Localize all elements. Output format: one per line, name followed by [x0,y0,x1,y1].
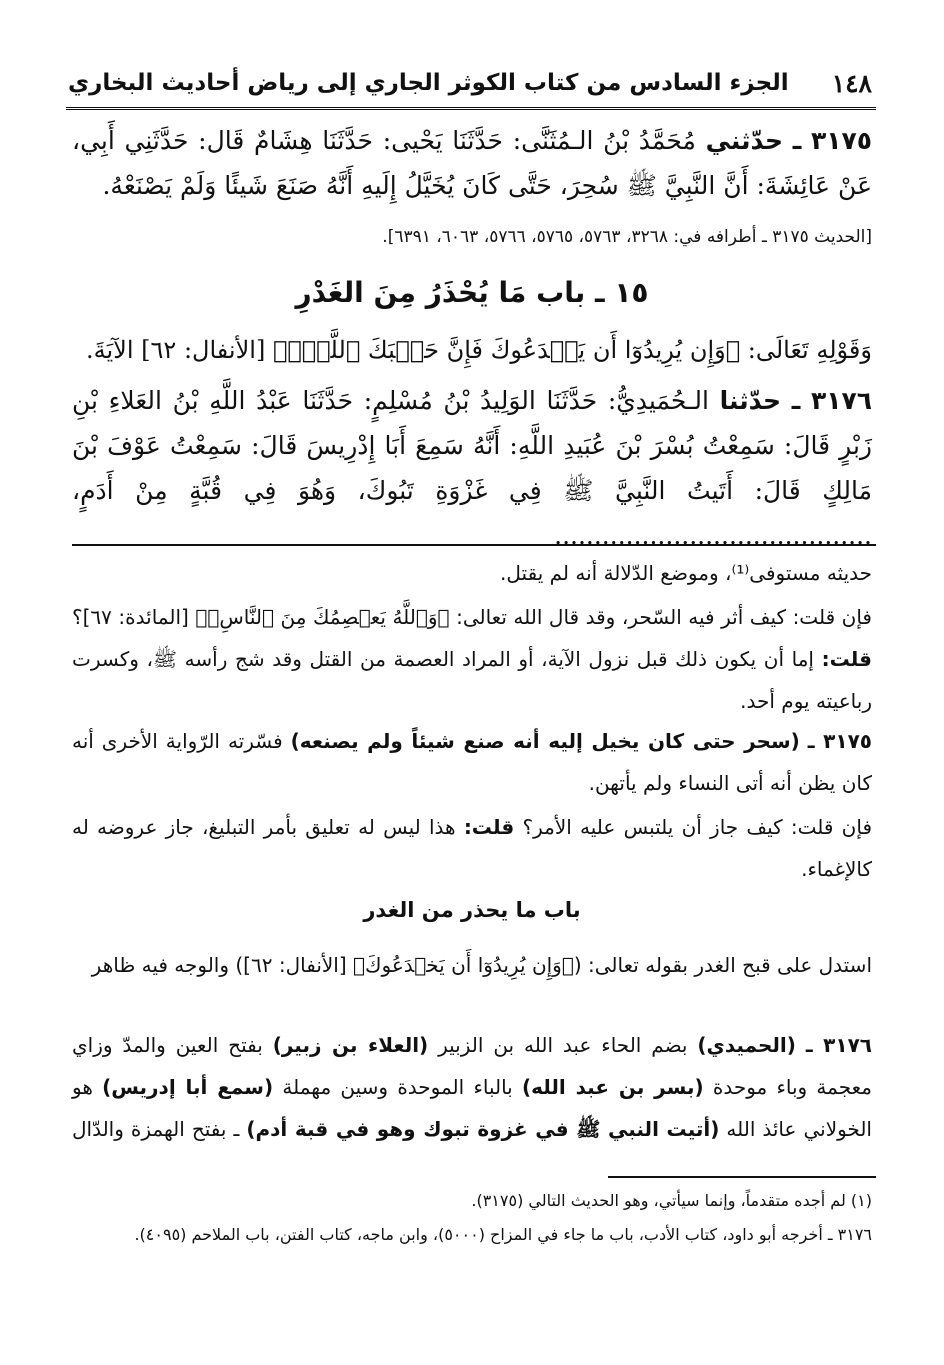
quoted-phrase: (بسر بن عبد الله) [521,1075,704,1099]
explanation-text: بضم الحاء عبد الله بن الزبير [438,1033,688,1057]
hadith-number: ٣١٧٥ [810,126,873,155]
answer-label: قلت: [463,815,515,839]
footnote-2: ٣١٧٦ ـ أخرجه أبو داود، كتاب الأدب، باب ما جاء في المزاح (٥٠٠٠)، وابن ماجه، كتاب الفتن، باب الملاحم (٤٠٩٥). [134,1225,872,1244]
commentary-p5: استدل على قبح الغدر بقوله تعالى: (﴿وَإِن يُرِيدُوٓا أَن يَخۡدَعُوكَ﴾ [الأنفال: ٦٢]) والوجه فيه ظاهر [91,953,872,977]
hadith-text: الـحُمَيدِيُّ: حَدَّثَنَا الوَلِيدُ بْنُ مُسْلِمٍ: حَدَّثَنَا عَبْدُ اللَّهِ بْنُ العَلاءِ بْنِ زَبْرٍ قَالَ: سَمِعْتُ بُسْرَ بْنَ عُبَيدِ اللَّهِ: أَنَّهُ سَمِعَ أَبَا إِدْرِيسَ قَالَ: سَمِعْتُ عَوْفَ بْنَ مَالِكٍ قَالَ: أَتَيتُ النَّبِيَّ ﷺ فِي غَزْوَةِ تَبُوكَ، وَهُوَ فِي قُبَّةٍ مِنْ أَدَمٍ، [72,386,872,505]
quoted-phrase: (سمع أبا إدريس) [102,1075,274,1099]
commentary-chapter-title: باب ما يحذر من الغدر [363,898,581,922]
footnote-1: (١) لم أجده متقدماً، وإنما سيأتي، وهو الحديث التالي (٣١٧٥). [471,1191,872,1210]
hadith-dash: ـ [791,386,801,415]
page-header [68,60,872,106]
commentary-p6 [72,1024,872,1192]
hadith-number: ٣١٧٦ [810,386,872,415]
explanation-text: بفتح العين والمدّ وزاي معجمة وباء موحدة [72,1033,872,1099]
running-title: الجزء السادس من كتاب الكوثر الجاري إلى رياض أحاديث البخاري [68,70,789,96]
hadith-ref-number: ٣١٧٥ ـ [807,729,872,753]
hadith-3175 [72,118,872,208]
narrator-intro: حدّثنا [719,386,782,415]
hadith-ref-number: ٣١٧٦ ـ [805,1033,872,1057]
explanation-text: فسّرته الرّواية الأخرى أنه كان يظن أنه أتى النساء ولم يأتهن. [72,729,872,795]
question-text: فإن قلت: كيف أثر فيه السّحر، وقد قال الله تعالى: ﴿وَٱللَّهُ يَعۡصِمُكَ مِنَ ٱلنَّاسِۗ﴾ [المائدة: ٦٧]؟ [72,605,872,629]
header-rule [66,107,876,110]
commentary-p4 [72,806,872,890]
quoted-phrase: (العلاء بن زبير) [272,1033,429,1057]
quoted-phrase: (سحر حتى كان يخيل إليه أنه صنع شيئاً ولم يصنعه) [290,729,800,753]
commentary-p3 [72,720,872,804]
explanation-text: ـ بفتح الهمزة والدّال ـ [72,1117,872,1183]
chapter-title: ١٥ ـ باب مَا يُحْذَرُ مِنَ الغَدْرِ [295,276,649,309]
continuation-dots: ........................................ [554,521,872,550]
hadith-text: مُحَمَّدُ بْنُ الـمُثَنَّى: حَدَّثَنَا يَحْيى: حَدَّثَنَا هِشَامٌ قَال: حَدَّثَنِي أَبِي، عَنْ عَائِشَةَ: أَنَّ النَّبِيَّ ﷺ سُحِرَ، حَتَّى كَانَ يُخَيَّلُ إِلَيهِ أَنَّهُ صَنَعَ شَيئًا وَلَمْ يَصْنَعْهُ. [72,126,872,200]
answer-label: قلت: [821,647,873,671]
question-text: فإن قلت: كيف جاز أن يلتبس عليه الأمر؟ [522,815,872,839]
narrator-intro: حدّثني [705,126,783,155]
quoted-phrase: (الحميدي) [697,1033,796,1057]
chapter-verse: وَقَوْلِهِ تَعَالَى: ﴿وَإِن يُرِيدُوٓا أَن يَخۡدَعُوكَ فَإِنَّ حَسۡبَكَ ٱللَّهُۚ﴾ [الأنفال: ٦٢] الآيَةَ. [86,336,872,364]
section-divider [72,544,876,546]
cross-reference: [الحديث ٣١٧٥ ـ أطرافه في: ٣٢٦٨، ٥٧٦٣، ٥٧٦٥، ٥٧٦٦، ٦٠٦٣، ٦٣٩١]. [382,227,872,247]
answer-text: إما أن يكون ذلك قبل نزول الآية، أو المراد العصمة من القتل وقد شج رأسه ﷺ، وكسرت رباعيته يوم أحد. [72,647,872,713]
explanation-text: هو الخولاني عائذ الله [72,1075,872,1141]
footnote-rule [608,1176,876,1178]
quoted-phrase: (أتيت النبي ﷺ في غزوة تبوك وهو في قبة أدم) [246,1117,720,1141]
explanation-text: بالباء الموحدة وسين مهملة [282,1075,513,1099]
commentary-p2 [72,596,872,722]
commentary-p1: حديثه مستوفى⁽¹⁾، وموضع الدّلالة أنه لم يقتل. [500,561,872,585]
answer-text: هذا ليس له تعليق بأمر التبليغ، جاز عروضه له كالإغماء. [72,815,872,881]
page-number: ١٤٨ [831,68,872,98]
hadith-3176 [72,378,872,558]
hadith-dash: ـ [792,126,802,155]
